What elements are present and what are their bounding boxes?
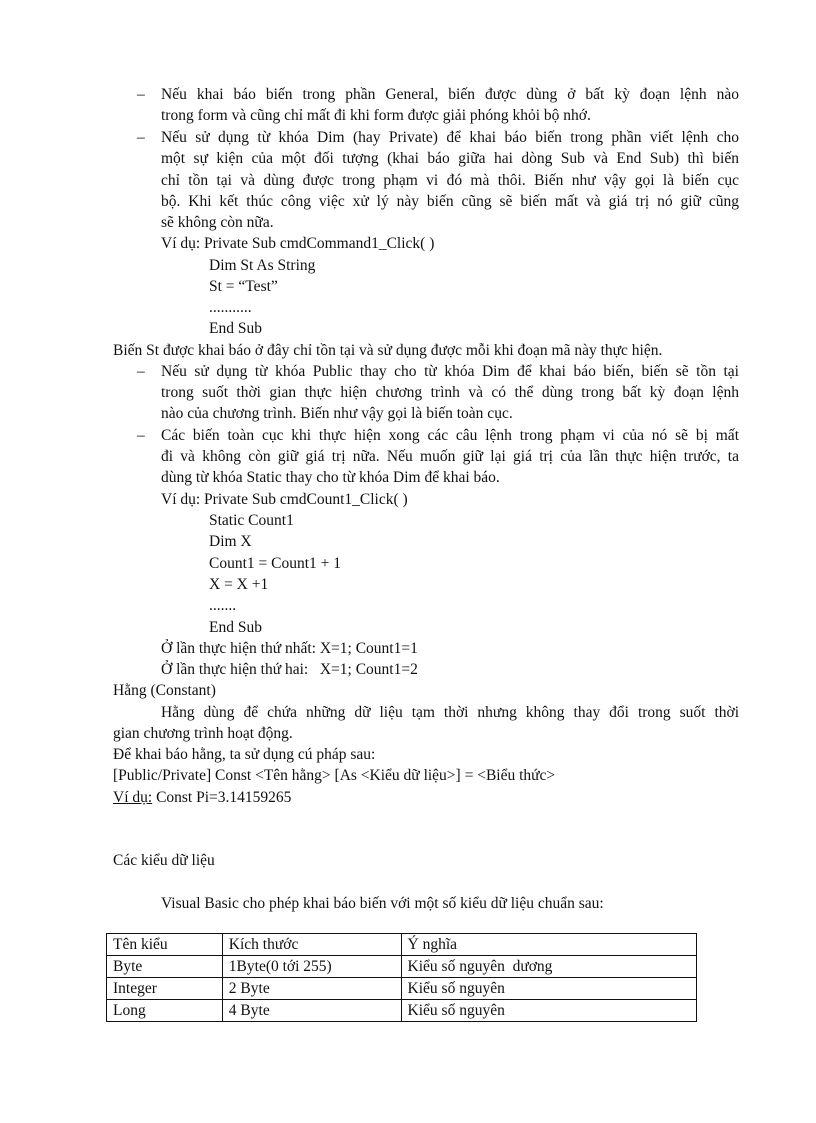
table-cell: Integer bbox=[107, 978, 223, 1000]
example2-line6: ....... bbox=[209, 597, 237, 614]
constant-syntax: [Public/Private] Const <Tên hằng> [As <Kiểu dữ liệu>] = <Biểu thức> bbox=[113, 767, 556, 784]
bullet-dash: – bbox=[137, 129, 145, 146]
table-cell: Kiểu số nguyên bbox=[401, 1000, 696, 1022]
example1-line3: St = “Test” bbox=[209, 278, 278, 295]
table-cell: Byte bbox=[107, 956, 223, 978]
para4-line3: dùng từ khóa Static thay cho từ khóa Dim để khai báo. bbox=[161, 469, 500, 486]
para3-line3: nào của chương trình. Biến như vậy gọi là biến toàn cục. bbox=[161, 405, 513, 422]
para2-line3: chỉ tồn tại và dùng được trong phạm vi đó mà thôi. Biến như vậy gọi là biến cục bbox=[161, 172, 739, 189]
table-header-cell: Kích thước bbox=[222, 934, 401, 956]
para2-line1: Nếu sử dụng từ khóa Dim (hay Private) để khai báo biến trong phần viết lệnh cho bbox=[161, 129, 739, 146]
example2-line3: Dim X bbox=[209, 533, 252, 550]
table-row bbox=[107, 956, 697, 978]
constant-line3: Để khai báo hằng, ta sử dụng cú pháp sau: bbox=[113, 746, 376, 763]
example2-line7: End Sub bbox=[209, 619, 262, 636]
bullet-dash: – bbox=[137, 363, 145, 380]
example2-line2: Static Count1 bbox=[209, 512, 294, 529]
example2-line5: X = X +1 bbox=[209, 576, 269, 593]
constant-example bbox=[113, 787, 291, 808]
table-cell: Kiểu số nguyên dương bbox=[401, 956, 696, 978]
table-header-cell: Tên kiểu bbox=[107, 934, 223, 956]
constant-line1: Hằng dùng để chứa những dữ liệu tạm thời nhưng không thay đổi trong suốt thời bbox=[161, 704, 739, 721]
example2-result1: Ở lần thực hiện thứ nhất: X=1; Count1=1 bbox=[161, 640, 418, 657]
example1-line4: ........... bbox=[209, 299, 252, 316]
example1-line5: End Sub bbox=[209, 320, 262, 337]
para3-line2: trong suốt thời gian thực hiện chương trình và có thể dùng trong bất kỳ đoạn lệnh bbox=[161, 384, 739, 401]
datatypes-intro: Visual Basic cho phép khai báo biến với một số kiểu dữ liệu chuẩn sau: bbox=[161, 895, 604, 912]
datatypes-table bbox=[106, 933, 697, 1022]
para2-line5: sẽ không còn nữa. bbox=[161, 214, 274, 231]
para1-line2: trong form và cũng chỉ mất đi khi form được giải phóng khỏi bộ nhớ. bbox=[161, 107, 591, 124]
example1-line2: Dim St As String bbox=[209, 257, 316, 274]
constant-heading: Hằng (Constant) bbox=[113, 682, 216, 699]
bullet-dash: – bbox=[137, 427, 145, 444]
table-cell: Kiểu số nguyên bbox=[401, 978, 696, 1000]
para2-line4: bộ. Khi kết thúc công việc xử lý này biến cũng sẽ biến mất và giá trị nó giữ cũng bbox=[161, 193, 739, 210]
note1: Biến St được khai báo ở đây chỉ tồn tại và sử dụng được mỗi khi đoạn mã này thực hiện. bbox=[113, 342, 663, 359]
constant-example-label: Ví dụ: bbox=[113, 789, 153, 806]
para4-line2: đi và không còn giữ giá trị nữa. Nếu muốn giữ lại giá trị của lần thực hiện trước, ta bbox=[161, 448, 739, 465]
table-cell: 4 Byte bbox=[222, 1000, 401, 1022]
example2-result2: Ở lần thực hiện thứ hai: X=1; Count1=2 bbox=[161, 661, 418, 678]
table-row bbox=[107, 1000, 697, 1022]
bullet-dash: – bbox=[137, 86, 145, 103]
table-header-row bbox=[107, 934, 697, 956]
datatypes-heading: Các kiểu dữ liệu bbox=[113, 852, 215, 869]
table-header-cell: Ý nghĩa bbox=[401, 934, 696, 956]
para3-line1: Nếu sử dụng từ khóa Public thay cho từ khóa Dim để khai báo biến, biến sẽ tồn tại bbox=[161, 363, 739, 380]
constant-example-code: Const Pi=3.14159265 bbox=[152, 789, 292, 806]
table-cell: Long bbox=[107, 1000, 223, 1022]
table-row bbox=[107, 978, 697, 1000]
para4-line1: Các biến toàn cục khi thực hiện xong các câu lệnh trong phạm vi của nó sẽ bị mất bbox=[161, 427, 739, 444]
example2-line4: Count1 = Count1 + 1 bbox=[209, 555, 342, 572]
example1-line1: Ví dụ: Private Sub cmdCommand1_Click( ) bbox=[161, 235, 435, 252]
table-cell: 1Byte(0 tới 255) bbox=[222, 956, 401, 978]
example2-line1: Ví dụ: Private Sub cmdCount1_Click( ) bbox=[161, 491, 408, 508]
para2-line2: một sự kiện của một đối tượng (khai báo giữa hai dòng Sub và End Sub) thì biến bbox=[161, 150, 739, 167]
constant-line2: gian chương trình hoạt động. bbox=[113, 725, 293, 742]
table-cell: 2 Byte bbox=[222, 978, 401, 1000]
para1-line1: Nếu khai báo biến trong phần General, biến được dùng ở bất kỳ đoạn lệnh nào bbox=[161, 86, 739, 103]
